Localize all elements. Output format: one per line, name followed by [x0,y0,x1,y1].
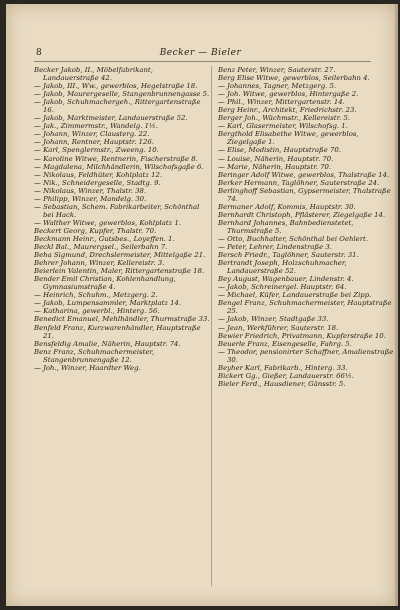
directory-entry: — Katharina, gewerbl., Hinterg. 56. [34,307,160,316]
directory-entry: — Johann, Winzer, Clausterg. 22. [34,130,150,139]
directory-entry: Bickert Gg., Gießer, Landauerstr. 66½. [218,371,354,380]
directory-entry: — Michael, Küfer, Landauerstraße bei Zipp. [218,291,372,300]
column-rule [211,66,212,586]
right-column [218,66,394,388]
directory-entry: Bertrandt Joseph, Holzschuhmacher, Landauerstraße 52. [218,259,347,276]
directory-entry: — Jakob, Schreinergel. Hauptstr. 64. [218,283,347,292]
directory-entry: — Joh. Witwe, gewerblos, Hintergaße 2. [218,90,359,99]
directory-entry: Bersch Friedr., Taglöhner, Sauterstr. 31. [218,251,359,260]
directory-entry: — Marie, Näherin, Hauptstr. 70. [218,162,332,171]
directory-entry: — Peter, Lehrer, Lindenstraße 3. [218,243,332,252]
directory-entry: — Nik., Schneidergeselle, Stadtg. 9. [34,178,161,187]
directory-entry: Beha Sigmund, Drechslermeister, Mittelgaße 21. [34,251,206,260]
directory-entry: — Magdalena, Milchhändlerin, Wilschofsgaße 6. [34,162,204,171]
left-column [34,66,210,372]
directory-entry: Berlinghoff Sebastian, Gypsermeister, Thalstraße 74. [218,186,391,203]
directory-entry: Berg Heinr., Architekt, Friedrichstr. 23. [218,106,357,115]
directory-entry: — Jak., Zimmermstr., Wandelg. 1½. [34,122,158,131]
directory-entry: Bensfeldig Amalie, Näherin, Hauptstr. 74. [34,339,181,348]
directory-entry: Berger Joh., Wächmstr., Kellereistr. 5. [218,114,351,123]
directory-entry: Beckert Georg, Kupfer, Thalstr. 70. [34,226,157,235]
directory-entry: — Jakob, Marktmeister, Landauerstraße 52. [34,114,188,123]
directory-entry: — Elise, Modistin, Hauptstraße 70. [218,146,341,155]
directory-entry: — Jakob, Schuhmachergeh., Rittergartenstraße 16. [34,98,201,115]
directory-entry: — Jakob, Maurergeselle, Stangenbrunnengasse 5. [34,90,210,99]
directory-entry: — Sebastian, Schem. Fabrikarbeiter, Schönthal bei Hack. [34,202,200,219]
directory-entry: Bernhard Johannes, Bahnbedienstetet, Thurmstraße 5. [218,218,354,235]
directory-entry: Beierlein Valentin, Maler, Rittergartenstraße 18. [34,267,205,276]
directory-entry: — Walther Witwe, gewerblos, Kohlplatz 1. [34,218,182,227]
directory-entry: — Jakob, Winzer, Stadtgaße 33. [218,315,329,324]
directory-entry: — Jakob, III., Ww., gewerblos, Hegelstraße 18. [34,82,198,91]
directory-entry: — Theodor, pensionirter Schaffner, Amalienstraße 30. [218,347,394,364]
directory-entry: — Jean, Werkführer, Sauterstr. 18. [218,323,339,332]
directory-entry: Benedict Emanuel, Mehlhändler, Thurmstraße 33. [34,315,210,324]
directory-entry: — Johann, Rentner, Hauptstr. 126. [34,138,154,147]
directory-entry: Bernhardt Christoph, Pflästerer, Ziegelgaße 14. [218,210,386,219]
directory-entry: Bermaner Adolf, Kommis, Hauptstr. 30. [218,202,356,211]
directory-entry: Bender Emil Christian, Kohlenhandlung, Gymnasiumstraße 4. [34,275,176,292]
directory-entry: Beyher Karl, Fabrikarb., Hinterg. 33. [218,363,348,372]
directory-entry: — Philipp, Winzer, Mandelg. 30. [34,194,147,203]
directory-entry: Bieler Ferd., Hausdiener, Gänsstr. 5. [218,379,346,388]
directory-entry: Benfeld Franz, Kurzwarenhändler, Hauptstraße 21. [34,323,201,340]
directory-entry: Bey August, Wagenbauer, Lindenstr. 4. [218,275,354,284]
directory-entry: — Otto, Buchhalter, Schönthal bei Oehlert. [218,234,369,243]
directory-entry: Benz Peter, Winzer, Sauterstr. 27. [218,66,336,74]
document-page [6,4,398,606]
directory-entry: Benz Franz, Schuhmachermeister, Stangenbrunnengaße 12. [34,347,155,364]
directory-entry: — Jakob, Lumpensammler, Marktplatz 14. [34,299,182,308]
directory-entry: — Louise, Näherin, Hauptstr. 70. [218,154,334,163]
directory-entry: Beckl Bal., Maurergsel., Seilerbahn 7. [34,243,168,252]
directory-entry: Beringer Adolf Witwe, gewerblos, Thalstraße 14. [218,170,390,179]
directory-entry: — Phil., Winzer, Mittergartenstr. 14. [218,98,345,107]
directory-entry: — Johannes, Tagner, Metzgerg. 5. [218,82,337,91]
header-rule [34,61,371,62]
directory-entry: Becker Jakob, II., Möbelfabrikant, Landauerstraße 42. [34,66,153,83]
directory-entry: — Karoline Witwe, Rentnerin, Fischerstraße 8. [34,154,198,163]
directory-entry: — Nikolaus, Winzer, Thalstr. 38. [34,186,147,195]
directory-entry: — Joh., Winzer, Haardter Weg. [34,363,141,372]
directory-entry: — Heinrich, Schuhm., Metzgerg. 2. [34,291,158,300]
directory-entry: Behrer Johann, Winzer, Kellereistr. 3. [34,259,165,268]
directory-entry: Bewier Friedrich, Privatmann, Kupferstraße 10. [218,331,386,340]
directory-entry: Berker Hermann, Taglöhner, Sauterstraße 24. [218,178,380,187]
directory-entry: Berg Elise Witwe, gewerblos, Seilerbahn 4. [218,74,370,83]
directory-entry: Beuerle Franz, Eisengeselle, Fahrg. 5. [218,339,352,348]
directory-entry: Beckmann Heinr., Gutsbes., Loyeffen. 1. [34,234,175,243]
running-head: Becker — Bieler [159,48,242,58]
directory-entry: Bergthold Elisabethe Witwe, gewerblos, Ziegelgaße 1. [218,130,359,147]
directory-entry: — Karl, Glasermeister, Wilschofsg. 1. [218,122,348,131]
page-number: 8 [36,48,42,58]
directory-entry: Bengel Franz, Schuhmachermeister, Hauptstraße 25. [218,299,392,316]
directory-entry: — Nikolaus, Feldhüter, Kohlplatz 12. [34,170,163,179]
directory-entry: — Karl, Spenglermstr., Zweeng. 10. [34,146,159,155]
